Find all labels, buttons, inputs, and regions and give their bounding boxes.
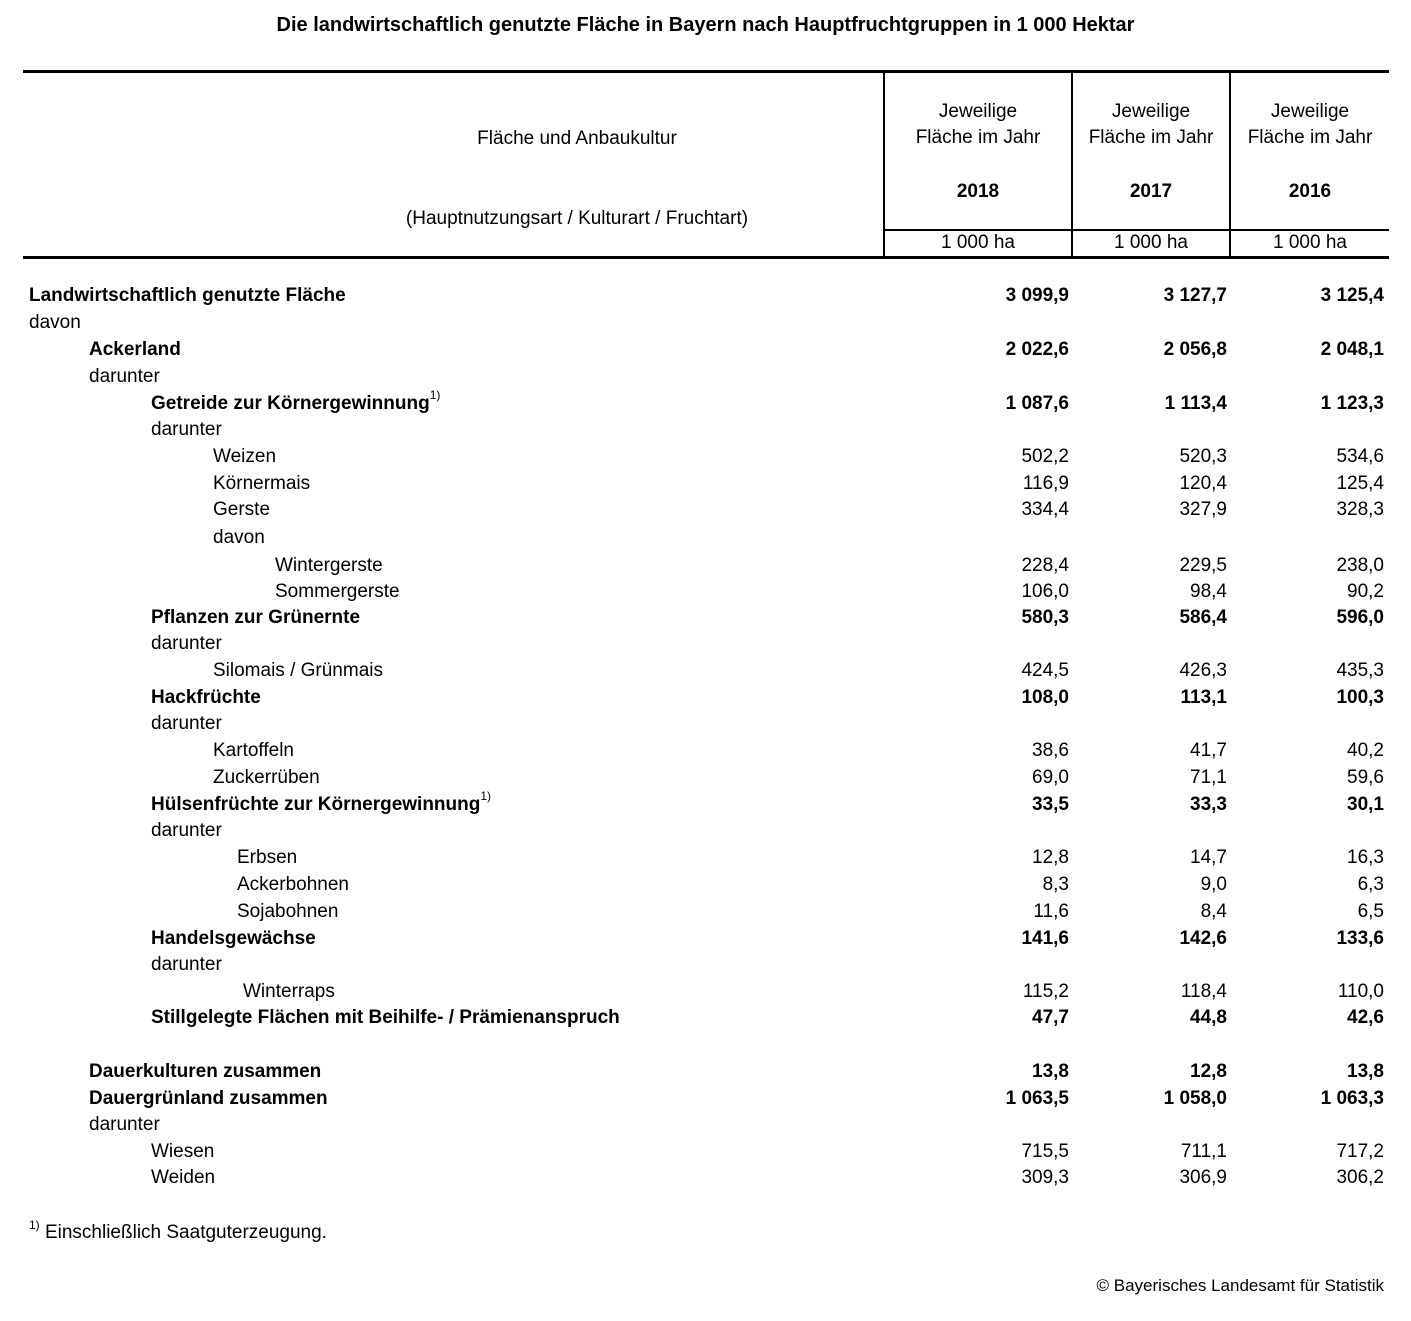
copyright: © Bayerisches Landesamt für Statistik [1096, 1276, 1384, 1295]
row-label: Getreide zur Körnergewinnung [151, 393, 430, 414]
cell-value-2016: 1 063,3 [1320, 1088, 1384, 1109]
row-label: Sommergerste [275, 581, 400, 602]
cell-value-2017: 327,9 [1179, 499, 1227, 520]
table-row [0, 339, 1411, 365]
table-row [0, 901, 1411, 927]
cell-value-2017: 8,4 [1200, 901, 1227, 922]
table-row [0, 1088, 1411, 1114]
cell-value-2018: 502,2 [1021, 446, 1069, 467]
cell-value-2017: 1 113,4 [1164, 393, 1227, 414]
cell-value-2018: 108,0 [1021, 687, 1069, 708]
cell-value-2016: 59,6 [1347, 767, 1384, 788]
cell-value-2016: 40,2 [1347, 740, 1384, 761]
table-row [0, 740, 1411, 766]
cell-value-2016: 16,3 [1347, 847, 1384, 868]
unit-rule [883, 229, 1389, 231]
table-row [0, 1061, 1411, 1087]
row-label: darunter [151, 419, 222, 440]
cell-value-2018: 116,9 [1022, 473, 1069, 494]
cell-value-2017: 711,1 [1180, 1141, 1227, 1162]
cell-value-2017: 3 127,7 [1163, 285, 1227, 306]
cell-value-2016: 534,6 [1336, 446, 1384, 467]
table-row [0, 388, 1411, 419]
table-row [0, 687, 1411, 713]
cell-value-2017: 120,4 [1179, 473, 1227, 494]
row-label: darunter [151, 713, 222, 734]
cell-value-2017: 41,7 [1190, 740, 1227, 761]
cell-value-2018: 424,5 [1021, 660, 1069, 681]
row-label: Körnermais [213, 473, 311, 494]
row-label: darunter [151, 820, 222, 841]
cell-value-2016: 717,2 [1336, 1141, 1384, 1162]
cell-value-2017: 142,6 [1179, 928, 1227, 949]
header-bottom-rule [23, 256, 1389, 259]
unit-label-2018: 1 000 ha [941, 232, 1015, 253]
cell-value-2017: 71,1 [1190, 767, 1227, 788]
cell-value-2017: 586,4 [1179, 607, 1227, 628]
row-label: Wiesen [151, 1141, 215, 1162]
cell-value-2016: 306,2 [1336, 1167, 1384, 1188]
row-label: Kartoffeln [213, 740, 294, 761]
cell-value-2018: 141,6 [1021, 928, 1069, 949]
table-row [0, 660, 1411, 686]
footnote-text: Einschließlich Saatguterzeugung. [44, 1222, 327, 1243]
table-row [0, 473, 1411, 499]
row-label: Wintergerste [275, 555, 383, 576]
header-line2: Fläche im Jahr [915, 127, 1041, 148]
cell-value-2016: 596,0 [1336, 607, 1384, 628]
table-row [0, 1167, 1411, 1193]
cell-value-2018: 106,0 [1021, 581, 1069, 602]
row-label: Hackfrüchte [151, 687, 261, 708]
header-label-title: Fläche und Anbaukultur [477, 128, 677, 149]
table-row [0, 954, 1411, 980]
cell-value-2018: 715,5 [1021, 1141, 1069, 1162]
row-label: Silomais / Grünmais [213, 660, 383, 681]
cell-value-2017: 1 058,0 [1163, 1088, 1227, 1109]
cell-value-2016: 238,0 [1336, 555, 1384, 576]
row-label: Dauergrünland zusammen [89, 1088, 328, 1109]
cell-value-2017: 306,9 [1179, 1167, 1227, 1188]
table-row [0, 446, 1411, 472]
table-row [0, 789, 1411, 820]
unit-label-2017: 1 000 ha [1114, 232, 1188, 253]
cell-value-2016: 100,3 [1336, 687, 1384, 708]
cell-value-2018: 228,4 [1021, 555, 1069, 576]
table-row [0, 285, 1411, 311]
header-column-2018 [885, 99, 1071, 205]
cell-value-2016: 3 125,4 [1320, 285, 1384, 306]
header-column-2017 [1073, 99, 1229, 205]
cell-value-2017: 44,8 [1190, 1007, 1227, 1028]
cell-value-2017: 118,4 [1180, 981, 1227, 1002]
cell-value-2018: 115,2 [1022, 981, 1069, 1002]
table-row [0, 767, 1411, 793]
row-label: Landwirtschaftlich genutzte Fläche [29, 285, 346, 306]
row-label: Gerste [213, 499, 271, 520]
row-label: Dauerkulturen zusammen [89, 1061, 322, 1082]
cell-value-2018: 11,6 [1033, 901, 1069, 922]
cell-value-2016: 328,3 [1336, 499, 1384, 520]
cell-value-2018: 1 087,6 [1005, 393, 1069, 414]
cell-value-2018: 69,0 [1032, 767, 1069, 788]
header-label-subtitle: (Hauptnutzungsart / Kulturart / Fruchtart) [405, 208, 749, 229]
cell-value-2016: 6,5 [1357, 901, 1384, 922]
table-row [0, 527, 1411, 553]
unit-label-2016: 1 000 ha [1273, 232, 1347, 253]
table-row [0, 607, 1411, 633]
row-label-wrap [151, 388, 441, 415]
cell-value-2017: 33,3 [1190, 794, 1227, 815]
table-row [0, 1114, 1411, 1140]
cell-value-2017: 426,3 [1179, 660, 1227, 681]
cell-value-2017: 14,7 [1190, 847, 1227, 868]
header-year: 2017 [1129, 181, 1173, 202]
header-year: 2018 [956, 181, 1000, 202]
table-row [0, 555, 1411, 581]
row-label-wrap [151, 789, 492, 816]
cell-value-2017: 113,1 [1180, 687, 1227, 708]
footnote-marker: 1) [480, 789, 492, 803]
header-line1: Jeweilige [1270, 101, 1350, 122]
row-label: Handelsgewächse [151, 928, 316, 949]
cell-value-2018: 33,5 [1032, 794, 1069, 815]
cell-value-2016: 133,6 [1336, 928, 1384, 949]
cell-value-2016: 90,2 [1347, 581, 1384, 602]
cell-value-2016: 125,4 [1336, 473, 1384, 494]
cell-value-2016: 2 048,1 [1320, 339, 1384, 360]
row-label: darunter [89, 366, 160, 387]
table-row [0, 499, 1411, 525]
row-label: darunter [89, 1114, 160, 1135]
cell-value-2017: 520,3 [1179, 446, 1227, 467]
row-label: davon [29, 312, 81, 333]
row-label: Pflanzen zur Grünernte [151, 607, 361, 628]
table-row [0, 874, 1411, 900]
cell-value-2018: 1 063,5 [1005, 1088, 1069, 1109]
cell-value-2018: 13,8 [1032, 1061, 1069, 1082]
row-label: Stillgelegte Flächen mit Beihilfe- / Prämienanspruch [151, 1007, 620, 1028]
cell-value-2017: 12,8 [1190, 1061, 1227, 1082]
row-label: Winterraps [243, 981, 335, 1002]
cell-value-2017: 229,5 [1179, 555, 1227, 576]
table-title: Die landwirtschaftlich genutzte Fläche in Bayern nach Hauptfruchtgruppen in 1 000 Hektar [276, 14, 1135, 36]
cell-value-2016: 1 123,3 [1320, 393, 1384, 414]
row-label: darunter [151, 954, 222, 975]
cell-value-2018: 38,6 [1032, 740, 1069, 761]
cell-value-2016: 13,8 [1347, 1061, 1384, 1082]
row-label: Hülsenfrüchte zur Körnergewinnung [151, 794, 481, 815]
row-label: darunter [151, 633, 222, 654]
cell-value-2016: 435,3 [1336, 660, 1384, 681]
table-row [0, 928, 1411, 954]
row-label: davon [213, 527, 265, 548]
footnote-marker: 1) [429, 388, 441, 402]
cell-value-2018: 2 022,6 [1005, 339, 1069, 360]
header-year: 2016 [1288, 181, 1332, 202]
row-label: Erbsen [237, 847, 298, 868]
table-row [0, 633, 1411, 659]
table-row [0, 419, 1411, 445]
table-row [0, 847, 1411, 873]
header-line2: Fläche im Jahr [1247, 127, 1373, 148]
row-label: Ackerland [89, 339, 181, 360]
cell-value-2016: 30,1 [1347, 794, 1384, 815]
cell-value-2018: 47,7 [1032, 1007, 1069, 1028]
cell-value-2018: 309,3 [1021, 1167, 1069, 1188]
cell-value-2018: 334,4 [1021, 499, 1069, 520]
cell-value-2016: 6,3 [1357, 874, 1384, 895]
row-label: Ackerbohnen [237, 874, 349, 895]
table-row [0, 312, 1411, 338]
header-column-2016 [1231, 99, 1389, 205]
header-top-rule [23, 70, 1389, 73]
row-label: Weiden [151, 1167, 216, 1188]
header-line2: Fläche im Jahr [1088, 127, 1214, 148]
footnote-marker: 1) [29, 1218, 40, 1232]
footnote [29, 1218, 327, 1244]
table-row [0, 981, 1411, 1007]
table-row [0, 713, 1411, 739]
cell-value-2016: 110,0 [1337, 981, 1384, 1002]
header-line1: Jeweilige [1111, 101, 1191, 122]
table-row [0, 820, 1411, 846]
cell-value-2018: 3 099,9 [1005, 285, 1069, 306]
cell-value-2017: 2 056,8 [1163, 339, 1227, 360]
cell-value-2016: 42,6 [1347, 1007, 1384, 1028]
row-label: Sojabohnen [237, 901, 339, 922]
table-row [0, 1141, 1411, 1167]
cell-value-2017: 9,0 [1200, 874, 1227, 895]
cell-value-2018: 8,3 [1042, 874, 1069, 895]
row-label: Zuckerrüben [213, 767, 320, 788]
header-line1: Jeweilige [938, 101, 1018, 122]
cell-value-2018: 580,3 [1021, 607, 1069, 628]
table-row [0, 366, 1411, 392]
table-row [0, 1007, 1411, 1033]
row-label: Weizen [213, 446, 277, 467]
cell-value-2018: 12,8 [1032, 847, 1069, 868]
cell-value-2017: 98,4 [1190, 581, 1227, 602]
table-row [0, 581, 1411, 607]
